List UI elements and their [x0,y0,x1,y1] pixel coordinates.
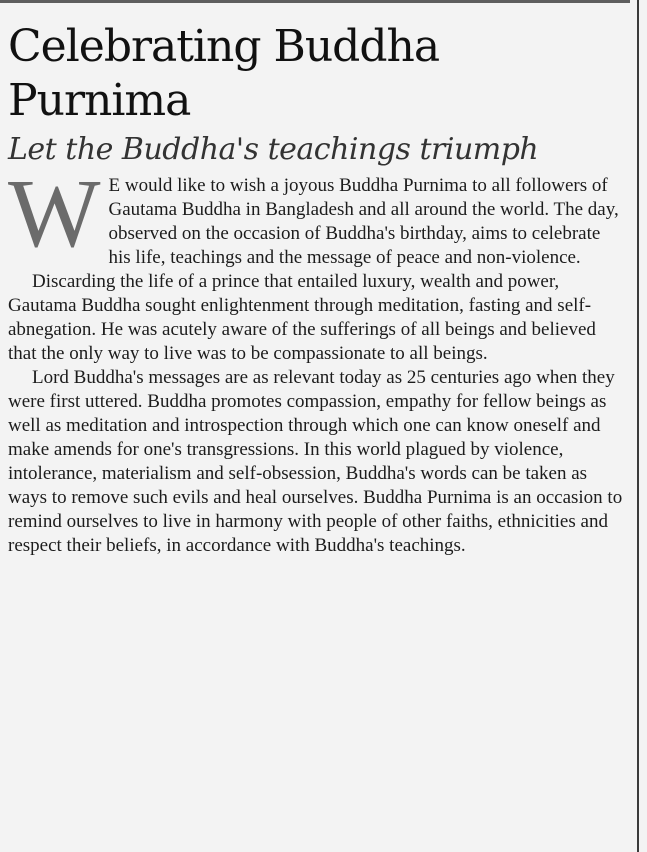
article-paragraph-2: Discarding the life of a prince that entailed luxury, wealth and power, Gautama Buddha sought enlightenment through meditation, fasting and self-abnegation. He was acutely aware of the sufferings of all beings and believed that the only way to live was to be compassionate to all beings. [8,271,596,364]
article-body [8,160,626,558]
editorial-article [8,20,626,558]
article-paragraph-1-text: E would like to wish a joyous Buddha Purnima to all followers of Gautama Buddha in Bangladesh and all around the world. The day, observed on the occasion of Buddha's birthday, aims to celebrate his life, teachings and the message of peace and non-violence. [108,175,619,268]
drop-cap: W [8,160,101,268]
column-rule [637,0,639,852]
article-subhead: Let the Buddha's teachings triumph [8,132,539,167]
top-rule [0,0,630,3]
article-paragraph-3: Lord Buddha's messages are as relevant today as 25 centuries ago when they were first uttered. Buddha promotes compassion, empathy for fellow beings as well as meditation and introspection through which one can know oneself and make amends for one's transgressions. In this world plagued by violence, intolerance, materialism and self-obsession, Buddha's words can be taken as ways to remove such evils and heal ourselves. Buddha Purnima is an occasion to remind ourselves to live in harmony with people of other faiths, ethnicities and respect their beliefs, in accordance with Buddha's teachings. [8,367,623,556]
article-headline: Celebrating Buddha Purnima [8,21,440,126]
article-paragraph-1 [8,160,626,270]
